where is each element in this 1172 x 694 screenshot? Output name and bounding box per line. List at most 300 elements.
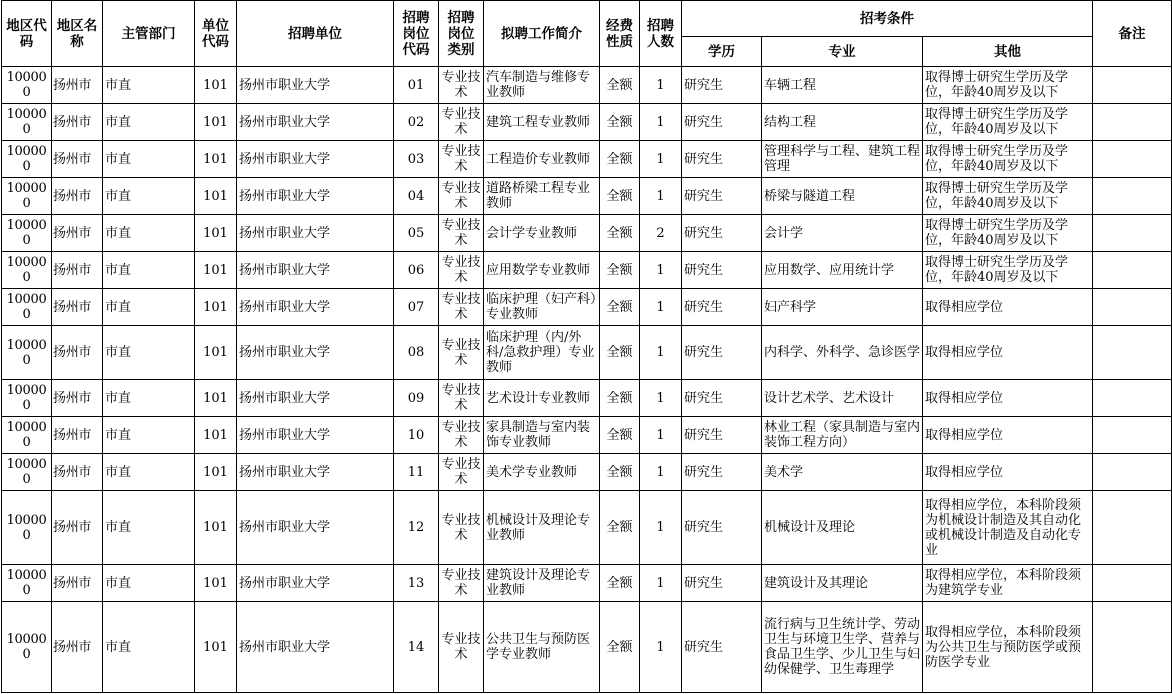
- cell-post-code: [394, 215, 439, 252]
- cell-education-text: 研究生: [684, 299, 724, 315]
- cell-department-text: 市直: [105, 225, 132, 241]
- cell-department-text: 市直: [105, 575, 132, 591]
- cell-remarks: [1093, 326, 1172, 380]
- cell-funding-text: 全额: [606, 427, 633, 443]
- cell-post-type: [439, 104, 484, 141]
- cell-post-type: [439, 178, 484, 215]
- cell-count: [640, 565, 682, 602]
- cell-major-text: 机械设计及理论: [764, 520, 856, 535]
- cell-education-text: 研究生: [684, 464, 724, 480]
- cell-region-name-text: 扬州市: [53, 520, 92, 535]
- cell-department-text: 市直: [105, 188, 132, 204]
- cell-department: [103, 289, 195, 326]
- cell-job-intro: [484, 141, 600, 178]
- cell-department-text: 市直: [105, 114, 132, 130]
- cell-unit-code: [195, 380, 237, 417]
- cell-region-code-text: 100000: [6, 457, 47, 487]
- cell-post-type-text: 专业技术: [441, 420, 481, 450]
- cell-major-text: 结构工程: [764, 114, 817, 130]
- cell-count-text: 1: [656, 188, 665, 204]
- cell-post-code: [394, 565, 439, 602]
- cell-count-text: 1: [656, 464, 665, 480]
- cell-region-code: [2, 417, 52, 454]
- cell-other: [923, 602, 1093, 693]
- header-post-type: 招聘岗位类别: [439, 1, 484, 67]
- cell-region-name: [52, 326, 103, 380]
- cell-funding-text: 全额: [606, 114, 633, 130]
- table-row: [2, 326, 1172, 380]
- header-row-top: [2, 1, 1172, 37]
- cell-region-name-text: 扬州市: [53, 114, 92, 130]
- cell-job-intro: [484, 104, 600, 141]
- table-row: [2, 454, 1172, 491]
- cell-post-code-text: 04: [407, 188, 425, 204]
- cell-count: [640, 491, 682, 565]
- table-row: [2, 565, 1172, 602]
- header-conditions: 招考条件: [682, 1, 1093, 37]
- cell-education: [682, 67, 762, 104]
- cell-unit-code: [195, 252, 237, 289]
- cell-funding: [600, 252, 640, 289]
- cell-education: [682, 491, 762, 565]
- cell-funding: [600, 141, 640, 178]
- cell-post-type-text: 专业技术: [441, 107, 481, 137]
- cell-unit-code-text: 101: [203, 464, 228, 480]
- cell-remarks: [1093, 215, 1172, 252]
- cell-funding: [600, 215, 640, 252]
- cell-education-text: 研究生: [684, 225, 724, 241]
- header-region-code: 地区代码: [2, 1, 52, 67]
- cell-unit-code: [195, 602, 237, 693]
- cell-education: [682, 141, 762, 178]
- cell-major: [762, 491, 923, 565]
- cell-department-text: 市直: [105, 299, 132, 315]
- cell-department: [103, 178, 195, 215]
- cell-job-intro: [484, 417, 600, 454]
- cell-unit-code-text: 101: [203, 114, 228, 130]
- cell-post-type: [439, 326, 484, 380]
- cell-unit: [237, 326, 394, 380]
- cell-other: [923, 380, 1093, 417]
- cell-education: [682, 104, 762, 141]
- cell-other: [923, 252, 1093, 289]
- cell-other-text: 取得博士研究生学历及学位，年龄40周岁及以下: [925, 107, 1069, 137]
- cell-funding: [600, 380, 640, 417]
- cell-education: [682, 178, 762, 215]
- cell-remarks: [1093, 141, 1172, 178]
- cell-funding-text: 全额: [606, 151, 633, 167]
- cell-count-text: 1: [656, 575, 665, 591]
- cell-unit-text: 扬州市职业大学: [239, 262, 331, 278]
- header-major: 专业: [762, 37, 923, 67]
- cell-region-name-text: 扬州市: [53, 639, 92, 655]
- cell-major: [762, 417, 923, 454]
- cell-job-intro-text: 工程造价专业教师: [486, 151, 591, 167]
- cell-education: [682, 565, 762, 602]
- cell-unit-code: [195, 104, 237, 141]
- cell-education-text: 研究生: [684, 77, 724, 93]
- cell-other: [923, 454, 1093, 491]
- cell-post-type: [439, 252, 484, 289]
- cell-funding-text: 全额: [606, 262, 633, 278]
- cell-count: [640, 289, 682, 326]
- cell-post-type: [439, 380, 484, 417]
- cell-unit: [237, 491, 394, 565]
- cell-post-code-text: 11: [407, 464, 425, 480]
- cell-job-intro-text: 艺术设计专业教师: [486, 390, 591, 406]
- cell-unit-code-text: 101: [203, 225, 228, 241]
- cell-job-intro: [484, 178, 600, 215]
- cell-department: [103, 491, 195, 565]
- cell-funding: [600, 178, 640, 215]
- cell-post-code-text: 10: [407, 427, 425, 443]
- cell-post-type: [439, 602, 484, 693]
- cell-count-text: 1: [656, 345, 665, 360]
- cell-region-name: [52, 104, 103, 141]
- cell-post-type-text: 专业技术: [441, 181, 481, 211]
- cell-post-type: [439, 215, 484, 252]
- cell-major: [762, 289, 923, 326]
- cell-post-type: [439, 67, 484, 104]
- cell-funding-text: 全额: [606, 464, 633, 480]
- cell-post-code: [394, 67, 439, 104]
- cell-other: [923, 491, 1093, 565]
- cell-region-name-text: 扬州市: [53, 188, 92, 204]
- cell-post-code: [394, 380, 439, 417]
- cell-post-type: [439, 491, 484, 565]
- cell-funding-text: 全额: [606, 77, 633, 93]
- recruitment-table: [1, 0, 1172, 693]
- cell-funding: [600, 602, 640, 693]
- cell-post-type-text: 专业技术: [441, 632, 481, 662]
- cell-unit-text: 扬州市职业大学: [239, 639, 331, 655]
- cell-department-text: 市直: [105, 151, 132, 167]
- cell-job-intro-text: 会计学专业教师: [486, 225, 578, 241]
- cell-job-intro-text: 公共卫生与预防医学专业教师: [486, 632, 591, 662]
- cell-funding: [600, 417, 640, 454]
- cell-remarks: [1093, 417, 1172, 454]
- cell-post-type: [439, 289, 484, 326]
- table-row: [2, 380, 1172, 417]
- cell-major-text: 管理科学与工程、建筑工程管理: [764, 144, 920, 174]
- cell-department: [103, 141, 195, 178]
- cell-count-text: 1: [656, 77, 665, 93]
- cell-other-text: 取得相应学位，本科阶段须为建筑学专业: [925, 568, 1082, 598]
- cell-job-intro: [484, 215, 600, 252]
- cell-post-type: [439, 141, 484, 178]
- cell-post-type: [439, 417, 484, 454]
- cell-unit-code: [195, 491, 237, 565]
- cell-region-code-text: 100000: [6, 70, 47, 100]
- cell-job-intro: [484, 565, 600, 602]
- cell-unit-code: [195, 565, 237, 602]
- cell-other-text: 取得博士研究生学历及学位，年龄40周岁及以下: [925, 144, 1069, 174]
- cell-count-text: 1: [656, 390, 665, 406]
- cell-education-text: 研究生: [684, 520, 724, 535]
- cell-unit-code-text: 101: [203, 345, 228, 360]
- cell-count-text: 1: [656, 427, 665, 443]
- cell-funding-text: 全额: [606, 225, 633, 241]
- cell-remarks: [1093, 252, 1172, 289]
- cell-funding: [600, 289, 640, 326]
- cell-education-text: 研究生: [684, 575, 724, 591]
- cell-unit: [237, 380, 394, 417]
- cell-unit: [237, 252, 394, 289]
- cell-unit: [237, 565, 394, 602]
- cell-education-text: 研究生: [684, 390, 724, 406]
- cell-post-code-text: 03: [407, 151, 425, 167]
- cell-unit-text: 扬州市职业大学: [239, 188, 331, 204]
- cell-other: [923, 104, 1093, 141]
- cell-remarks: [1093, 289, 1172, 326]
- cell-post-code: [394, 417, 439, 454]
- cell-department: [103, 454, 195, 491]
- cell-post-code-text: 07: [407, 299, 425, 315]
- header-department: 主管部门: [103, 1, 195, 67]
- cell-region-name: [52, 454, 103, 491]
- cell-unit-code: [195, 417, 237, 454]
- cell-major: [762, 252, 923, 289]
- cell-funding-text: 全额: [606, 188, 633, 204]
- cell-funding-text: 全额: [606, 575, 633, 591]
- cell-region-name-text: 扬州市: [53, 225, 92, 241]
- cell-unit-code: [195, 67, 237, 104]
- cell-region-name-text: 扬州市: [53, 427, 92, 443]
- cell-region-code-text: 100000: [6, 568, 47, 598]
- cell-major: [762, 215, 923, 252]
- cell-remarks: [1093, 602, 1172, 693]
- cell-unit-code-text: 101: [203, 151, 228, 167]
- cell-remarks: [1093, 178, 1172, 215]
- cell-funding: [600, 326, 640, 380]
- cell-count: [640, 252, 682, 289]
- cell-job-intro: [484, 252, 600, 289]
- cell-job-intro-text: 机械设计及理论专业教师: [486, 512, 591, 543]
- cell-region-name-text: 扬州市: [53, 262, 92, 278]
- cell-major: [762, 141, 923, 178]
- cell-post-type-text: 专业技术: [441, 218, 481, 248]
- cell-region-code: [2, 565, 52, 602]
- cell-region-code: [2, 380, 52, 417]
- cell-education-text: 研究生: [684, 114, 724, 130]
- cell-unit-code-text: 101: [203, 299, 228, 315]
- cell-education-text: 研究生: [684, 427, 724, 443]
- cell-count-text: 1: [656, 114, 665, 130]
- cell-region-name-text: 扬州市: [53, 77, 92, 93]
- table-row: [2, 215, 1172, 252]
- cell-region-name-text: 扬州市: [53, 345, 92, 360]
- cell-unit-text: 扬州市职业大学: [239, 77, 331, 93]
- cell-major: [762, 67, 923, 104]
- cell-unit-code-text: 101: [203, 575, 228, 591]
- cell-funding-text: 全额: [606, 299, 633, 315]
- cell-major-text: 会计学: [764, 225, 804, 241]
- cell-other: [923, 215, 1093, 252]
- cell-post-code: [394, 104, 439, 141]
- cell-other-text: 取得相应学位: [925, 299, 1004, 315]
- cell-other-text: 取得博士研究生学历及学位，年龄40周岁及以下: [925, 255, 1069, 285]
- table-row: [2, 178, 1172, 215]
- cell-post-code: [394, 491, 439, 565]
- cell-count-text: 1: [656, 520, 665, 535]
- cell-post-code-text: 05: [407, 225, 425, 241]
- cell-unit-text: 扬州市职业大学: [239, 390, 331, 406]
- cell-unit-code: [195, 178, 237, 215]
- cell-unit-text: 扬州市职业大学: [239, 299, 331, 315]
- cell-major: [762, 565, 923, 602]
- cell-job-intro: [484, 289, 600, 326]
- cell-department: [103, 252, 195, 289]
- cell-unit-code: [195, 141, 237, 178]
- cell-other-text: 取得相应学位，本科阶段须为公共卫生与预防医学或预防医学专业: [925, 624, 1082, 670]
- cell-major-text: 桥梁与隧道工程: [764, 188, 856, 204]
- cell-unit-code: [195, 215, 237, 252]
- cell-region-code: [2, 252, 52, 289]
- cell-region-name: [52, 565, 103, 602]
- cell-count-text: 1: [656, 262, 665, 278]
- cell-major-text: 流行病与卫生统计学、劳动卫生与环境卫生学、营养与食品卫生学、少儿卫生与妇幼保健学、卫生毒理学: [764, 617, 920, 677]
- cell-unit-text: 扬州市职业大学: [239, 225, 331, 241]
- cell-other: [923, 565, 1093, 602]
- cell-funding-text: 全额: [606, 390, 633, 406]
- cell-other-text: 取得相应学位: [925, 427, 1004, 443]
- cell-post-code: [394, 252, 439, 289]
- cell-major: [762, 178, 923, 215]
- cell-unit-code: [195, 289, 237, 326]
- cell-department: [103, 104, 195, 141]
- cell-unit-text: 扬州市职业大学: [239, 427, 331, 443]
- header-unit-code: 单位代码: [195, 1, 237, 67]
- cell-department: [103, 417, 195, 454]
- table-row: [2, 289, 1172, 326]
- header-funding: 经费性质: [600, 1, 640, 67]
- cell-job-intro-text: 应用数学专业教师: [486, 262, 591, 278]
- cell-major: [762, 326, 923, 380]
- cell-remarks: [1093, 67, 1172, 104]
- cell-region-code-text: 100000: [6, 255, 47, 285]
- cell-unit-code-text: 101: [203, 639, 228, 655]
- cell-job-intro: [484, 326, 600, 380]
- cell-region-code-text: 100000: [6, 420, 47, 450]
- cell-education-text: 研究生: [684, 188, 724, 204]
- cell-other-text: 取得博士研究生学历及学位，年龄40周岁及以下: [925, 181, 1069, 211]
- header-remarks: 备注: [1093, 1, 1172, 67]
- cell-count: [640, 67, 682, 104]
- cell-region-code-text: 100000: [6, 383, 47, 413]
- cell-region-code: [2, 215, 52, 252]
- cell-region-name-text: 扬州市: [53, 299, 92, 315]
- cell-count: [640, 417, 682, 454]
- cell-unit-code-text: 101: [203, 427, 228, 443]
- cell-remarks: [1093, 565, 1172, 602]
- cell-region-code: [2, 454, 52, 491]
- cell-education: [682, 215, 762, 252]
- cell-unit-text: 扬州市职业大学: [239, 575, 331, 591]
- cell-unit: [237, 104, 394, 141]
- cell-post-type-text: 专业技术: [441, 292, 481, 322]
- cell-region-code: [2, 491, 52, 565]
- cell-unit: [237, 67, 394, 104]
- cell-job-intro-text: 临床护理（妇产科）专业教师: [486, 292, 597, 322]
- cell-remarks: [1093, 104, 1172, 141]
- cell-education: [682, 252, 762, 289]
- cell-education-text: 研究生: [684, 151, 724, 167]
- header-post-code: 招聘岗位代码: [394, 1, 439, 67]
- header-job-intro: 拟聘工作简介: [484, 1, 600, 67]
- cell-unit: [237, 417, 394, 454]
- cell-region-code: [2, 326, 52, 380]
- cell-post-code-text: 06: [407, 262, 425, 278]
- cell-unit: [237, 215, 394, 252]
- cell-unit: [237, 289, 394, 326]
- cell-other-text: 取得相应学位: [925, 390, 1004, 406]
- cell-major: [762, 380, 923, 417]
- cell-education-text: 研究生: [684, 639, 724, 655]
- cell-post-type-text: 专业技术: [441, 457, 481, 487]
- cell-other-text: 取得博士研究生学历及学位，年龄40周岁及以下: [925, 70, 1069, 100]
- cell-post-type: [439, 454, 484, 491]
- cell-count: [640, 104, 682, 141]
- cell-job-intro: [484, 67, 600, 104]
- cell-department-text: 市直: [105, 262, 132, 278]
- cell-post-code: [394, 454, 439, 491]
- cell-major-text: 内科学、外科学、急诊医学: [764, 345, 920, 360]
- cell-funding: [600, 491, 640, 565]
- cell-post-code: [394, 602, 439, 693]
- cell-region-name: [52, 417, 103, 454]
- cell-major-text: 妇产科学: [764, 299, 817, 315]
- cell-region-name: [52, 178, 103, 215]
- cell-post-code-text: 14: [407, 639, 425, 655]
- cell-post-code-text: 01: [407, 77, 425, 93]
- cell-post-code: [394, 141, 439, 178]
- cell-post-code-text: 13: [407, 575, 425, 591]
- cell-region-code-text: 100000: [6, 107, 47, 137]
- cell-count-text: 1: [656, 151, 665, 167]
- cell-region-name: [52, 252, 103, 289]
- cell-other: [923, 417, 1093, 454]
- cell-region-code: [2, 178, 52, 215]
- cell-post-type-text: 专业技术: [441, 144, 481, 174]
- cell-count: [640, 454, 682, 491]
- cell-funding: [600, 104, 640, 141]
- cell-region-code: [2, 67, 52, 104]
- cell-department-text: 市直: [105, 77, 132, 93]
- header-count: 招聘人数: [640, 1, 682, 67]
- cell-education-text: 研究生: [684, 262, 724, 278]
- cell-region-code: [2, 289, 52, 326]
- cell-post-type-text: 专业技术: [441, 383, 481, 413]
- cell-count: [640, 178, 682, 215]
- cell-job-intro: [484, 380, 600, 417]
- cell-department: [103, 380, 195, 417]
- cell-department-text: 市直: [105, 390, 132, 406]
- header-other: 其他: [923, 37, 1093, 67]
- cell-job-intro-text: 汽车制造与维修专业教师: [486, 70, 591, 100]
- cell-post-code-text: 09: [407, 390, 425, 406]
- cell-region-code-text: 100000: [6, 144, 47, 174]
- cell-education: [682, 380, 762, 417]
- table-row: [2, 602, 1172, 693]
- cell-funding: [600, 565, 640, 602]
- cell-post-type-text: 专业技术: [441, 255, 481, 285]
- cell-region-code-text: 100000: [6, 632, 47, 662]
- cell-region-code: [2, 104, 52, 141]
- table-header: [2, 1, 1172, 67]
- cell-job-intro-text: 建筑工程专业教师: [486, 114, 591, 130]
- cell-region-name-text: 扬州市: [53, 464, 92, 480]
- cell-major-text: 林业工程（家具制造与室内装饰工程方向）: [764, 420, 920, 450]
